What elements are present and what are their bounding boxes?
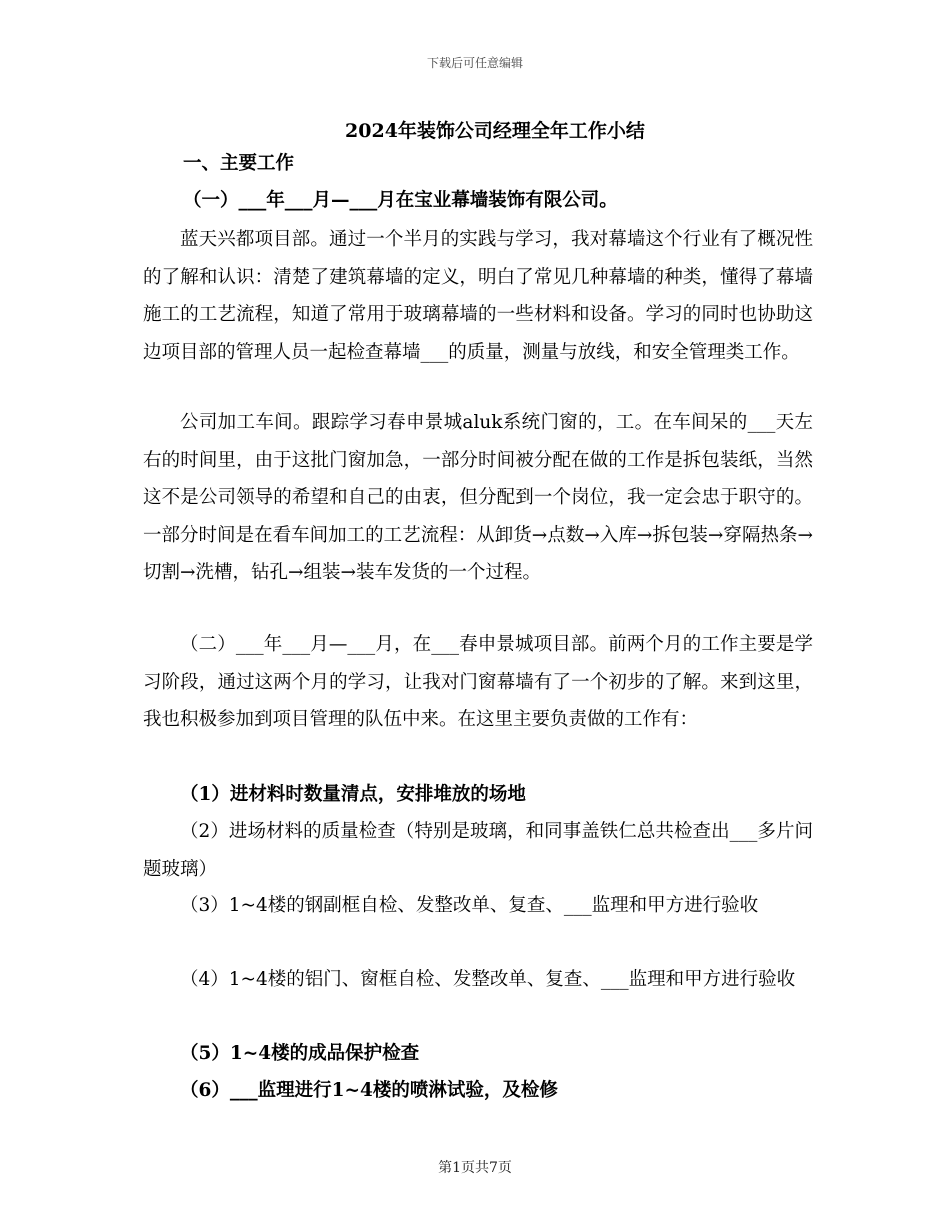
page-footer: 第1页共7页 bbox=[438, 1160, 512, 1176]
page-header: 下载后可任意编辑 bbox=[426, 56, 523, 70]
paragraph-3: （二）___年___月—___月，在___春申景城项目部。前两个月的工作主要是学习阶段，通过这两个月的学习，让我对门窗幕墙有了一个初步的了解。来到这里，我也积极参加到项目管理的队伍中来。在这里主要负责做的工作有： bbox=[143, 634, 813, 730]
list-item-4: （4）1~4楼的铝门、窗框自检、发整改单、复查、___监理和甲方进行验收 bbox=[180, 969, 796, 990]
list-item-6: （6）___监理进行1~4楼的喷淋试验，及检修 bbox=[180, 1080, 558, 1101]
list-item-1: （1）进材料时数量清点，安排堆放的场地 bbox=[180, 784, 526, 805]
list-item-5: （5）1~4楼的成品保护检查 bbox=[180, 1043, 420, 1064]
document-title: 2024年装饰公司经理全年工作小结 bbox=[345, 120, 645, 142]
list-item-2: （2）进场材料的质量检查（特别是玻璃，和同事盖铁仁总共检查出___多片问题玻璃） bbox=[143, 821, 813, 880]
paragraph-1: 蓝天兴都项目部。通过一个半月的实践与学习，我对幕墙这个行业有了概况性的了解和认识：清楚了建筑幕墙的定义，明白了常见几种幕墙的种类，懂得了幕墙施工的工艺流程，知道了常用于玻璃幕墙的一些材料和设备。学习的同时也协助这边项目部的管理人员一起检查幕墙___的质量，测量与放线，和安全管理类工作。 bbox=[143, 229, 813, 363]
subsection-heading: （一）___年___月—___月在宝业幕墙装饰有限公司。 bbox=[183, 190, 618, 211]
section-heading: 一、主要工作 bbox=[183, 153, 295, 174]
list-item-3: （3）1~4楼的钢副框自检、发整改单、复查、___监理和甲方进行验收 bbox=[180, 895, 759, 916]
paragraph-2: 公司加工车间。跟踪学习春申景城aluk系统门窗的，工。在车间呆的___天左右的时间里，由于这批门窗加急，一部分时间被分配在做的工作是拆包装纸，当然这不是公司领导的希望和自己的由衷，但分配到一个岗位，我一定会忠于职守的。一部分时间是在看车间加工的工艺流程：从卸货→点数→入库→拆包装→穿隔热条→切割→洗槽，钻孔→组装→装车发货的一个过程。 bbox=[143, 412, 813, 583]
